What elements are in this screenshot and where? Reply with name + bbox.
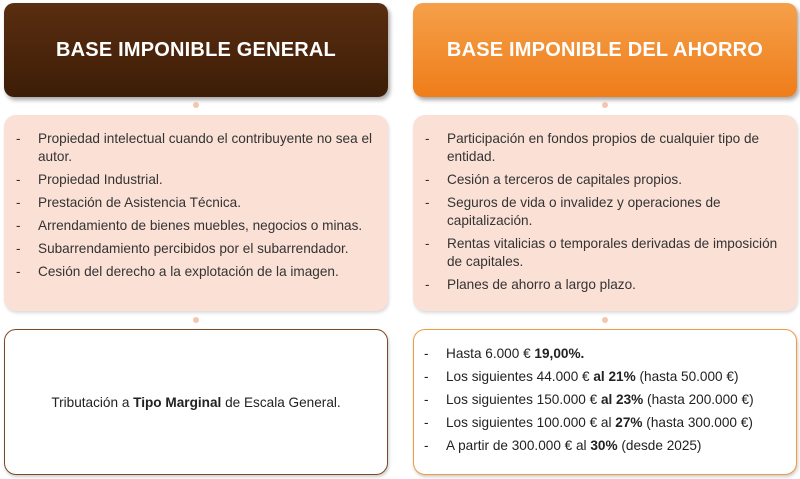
list-item: - Prestación de Asistencia Técnica.: [16, 194, 378, 212]
connector-dot: [193, 102, 199, 108]
list-item: - Propiedad Industrial.: [16, 171, 378, 189]
tax-bracket-item: - Los siguientes 150.000 € al 23% (hasta 200.000 €): [424, 391, 788, 409]
savings-income-sources-list: [413, 115, 797, 311]
header-base-imponible-ahorro: [413, 3, 797, 97]
header-title: BASE IMPONIBLE GENERAL: [56, 38, 336, 61]
general-income-sources-list: [4, 115, 388, 311]
connector-dot: [602, 102, 608, 108]
header-title: BASE IMPONIBLE DEL AHORRO: [446, 38, 764, 61]
tax-bracket-item: - Hasta 6.000 € 19,00%.: [424, 345, 788, 363]
list-item: - Participación en fondos propios de cualquier tipo de entidad.: [425, 130, 787, 166]
connector-dot: [602, 317, 608, 323]
list-item: - Propiedad intelectual cuando el contribuyente no sea el autor.: [16, 130, 378, 166]
header-base-imponible-general: [4, 3, 388, 97]
savings-tax-brackets-box: [413, 329, 797, 475]
tax-bracket-item: - Los siguientes 44.000 € al 21% (hasta 50.000 €): [424, 368, 788, 386]
list-item: - Seguros de vida o invalidez y operaciones de capitalización.: [425, 194, 787, 230]
tax-bracket-item: - A partir de 300.000 € al 30% (desde 2025): [424, 437, 788, 455]
connector-dot: [193, 317, 199, 323]
list-item: - Cesión del derecho a la explotación de la imagen.: [16, 263, 378, 281]
list-item: - Arrendamiento de bienes muebles, negocios o minas.: [16, 217, 378, 235]
taxation-text: Tributación a Tipo Marginal de Escala General.: [51, 394, 341, 410]
list-item: - Rentas vitalicias o temporales derivadas de imposición de capitales.: [425, 235, 787, 271]
list-item: - Cesión a terceros de capitales propios.: [425, 171, 787, 189]
list-item: - Subarrendamiento percibidos por el subarrendador.: [16, 240, 378, 258]
tax-bracket-item: - Los siguientes 100.000 € al 27% (hasta 300.000 €): [424, 414, 788, 432]
list-item: - Planes de ahorro a largo plazo.: [425, 276, 787, 294]
general-taxation-box: [4, 329, 388, 475]
